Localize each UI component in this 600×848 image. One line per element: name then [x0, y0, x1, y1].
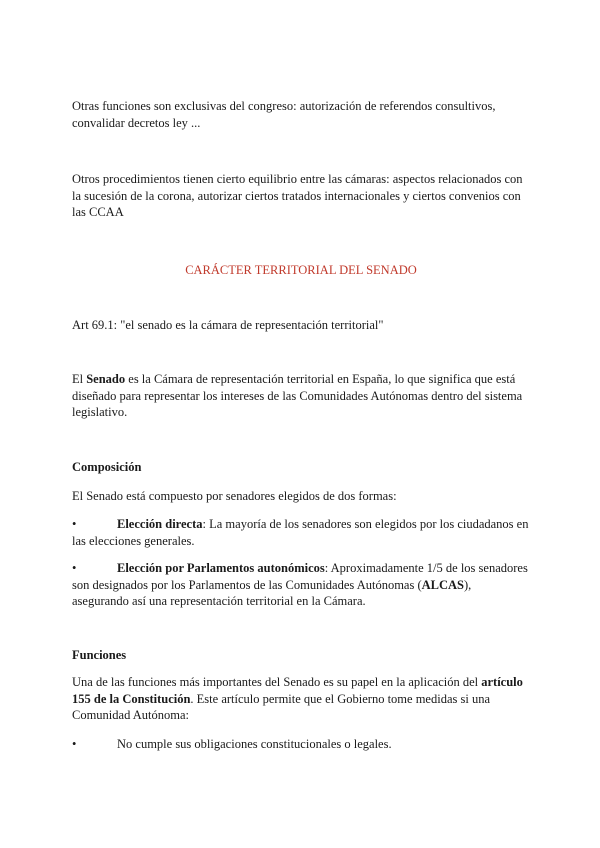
- paragraph-congreso-functions: Otras funciones son exclusivas del congreso: autorización de referendos consultivos, convalidar decretos ley ...: [72, 99, 496, 130]
- composicion-heading: Composición: [72, 460, 142, 474]
- list-item: [72, 560, 530, 610]
- list-item-bold-alcas: ALCAS: [421, 577, 464, 592]
- section-title: CARÁCTER TERRITORIAL DEL SENADO: [185, 263, 417, 277]
- bullet-marker: •: [72, 737, 77, 751]
- senado-intro-paragraph: [72, 371, 530, 421]
- list-item-text: : La mayoría de los senadores son elegidos por los ciudadanos en las elecciones generales.: [72, 517, 529, 548]
- list-item-bold: Elección por Parlamentos autonómicos: [117, 561, 325, 575]
- composicion-text: El Senado está compuesto por senadores elegidos de dos formas:: [72, 489, 397, 503]
- funciones-paragraph: [72, 674, 530, 724]
- bullet-marker: •: [72, 561, 77, 575]
- list-item-text: : Aproximadamente 1/5 de los senadores son designados por los Parlamentos de las Comunidades Autónomas (: [72, 561, 528, 592]
- intro-post: es la Cámara de representación territorial en España, lo que significa que está diseñado para representar los intereses de las Comunidades Autónomas dentro del sistema legislativo.: [72, 372, 523, 419]
- funciones-post: . Este artículo permite que el Gobierno tome medidas si una Comunidad Autónoma:: [72, 691, 490, 722]
- list-item-text: No cumple sus obligaciones constitucionales o legales.: [117, 737, 392, 751]
- list-item-bold: Elección directa: [117, 517, 203, 531]
- bullet-marker: •: [72, 517, 77, 531]
- list-item-text-end: ), asegurando así una representación territorial en la Cámara.: [72, 577, 472, 608]
- article-quote: Art 69.1: "el senado es la cámara de representación territorial": [72, 318, 384, 332]
- funciones-heading: Funciones: [72, 648, 127, 662]
- list-item: [72, 516, 530, 549]
- funciones-bold-article: artículo 155 de la Constitución: [72, 675, 523, 706]
- intro-pre: El: [72, 372, 87, 386]
- paragraph-equilibrio: Otros procedimientos tienen cierto equilibrio entre las cámaras: aspectos relacionados con la sucesión de la corona, autorizar ciertos tratados internacionales y ciertos convenios con las CCAA: [72, 172, 523, 219]
- intro-bold-senado: Senado: [86, 372, 126, 386]
- funciones-pre: Una de las funciones más importantes del Senado es su papel en la aplicación del: [72, 675, 482, 689]
- list-item: [72, 736, 530, 753]
